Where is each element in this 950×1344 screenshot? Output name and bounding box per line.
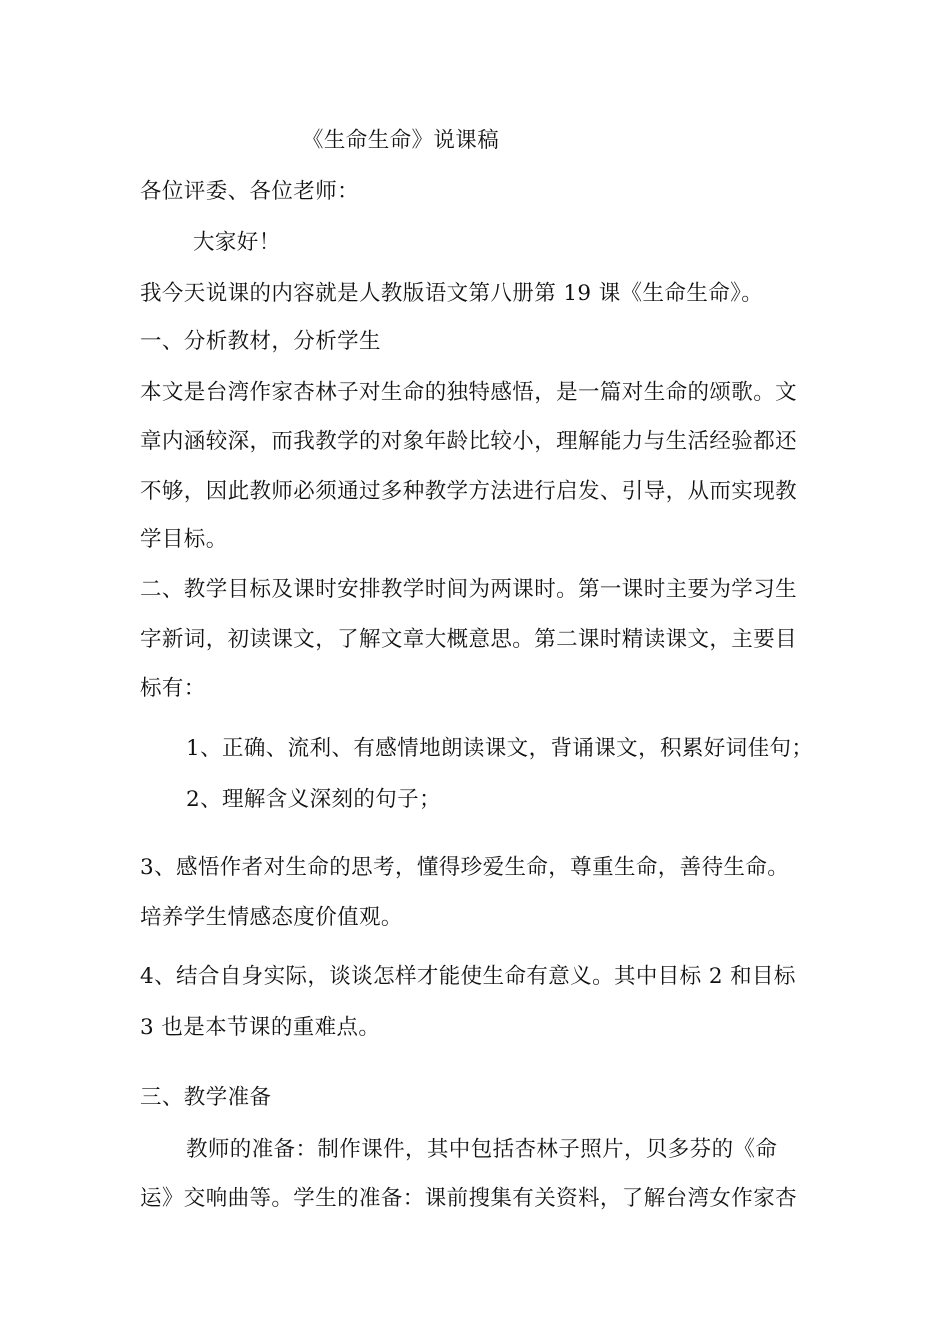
goal-3-continued: 培养学生情感态度价值观。 — [140, 905, 403, 930]
salutation: 各位评委、各位老师： — [140, 179, 360, 204]
section3-line: 教师的准备：制作课件，其中包括杏林子照片，贝多芬的《命 — [186, 1137, 778, 1162]
goal-1: 1、正确、流利、有感情地朗读课文，背诵课文，积累好词佳句； — [186, 736, 814, 761]
goal-3: 3、感悟作者对生命的思考，懂得珍爱生命，尊重生命，善待生命。 — [140, 855, 790, 880]
section2-line: 字新词，初读课文，了解文章大概意思。第二课时精读课文，主要目 — [140, 627, 798, 652]
section1-line: 本文是台湾作家杏林子对生命的独特感悟，是一篇对生命的颂歌。文 — [140, 380, 798, 405]
greeting: 大家好！ — [193, 230, 281, 255]
section2-line: 二、教学目标及课时安排教学时间为两课时。第一课时主要为学习生 — [140, 577, 798, 602]
section3-heading: 三、教学准备 — [140, 1085, 272, 1110]
document-title: 《生命生命》说课稿 — [302, 128, 500, 153]
intro-paragraph: 我今天说课的内容就是人教版语文第八册第 19 课《生命生命》。 — [140, 281, 764, 306]
section3-line: 运》交响曲等。学生的准备：课前搜集有关资料，了解台湾女作家杏 — [140, 1186, 798, 1211]
section1-line: 不够，因此教师必须通过多种教学方法进行启发、引导，从而实现教 — [140, 479, 798, 504]
goal-4-continued: 3 也是本节课的重难点。 — [140, 1015, 381, 1040]
section1-line: 章内涵较深，而我教学的对象年龄比较小，理解能力与生活经验都还 — [140, 429, 798, 454]
goal-2: 2、理解含义深刻的句子； — [186, 787, 441, 812]
section2-line: 标有： — [140, 676, 206, 701]
goal-4: 4、结合自身实际，谈谈怎样才能使生命有意义。其中目标 2 和目标 — [140, 964, 796, 989]
section1-heading: 一、分析教材，分析学生 — [140, 329, 381, 354]
section1-line: 学目标。 — [140, 527, 228, 552]
